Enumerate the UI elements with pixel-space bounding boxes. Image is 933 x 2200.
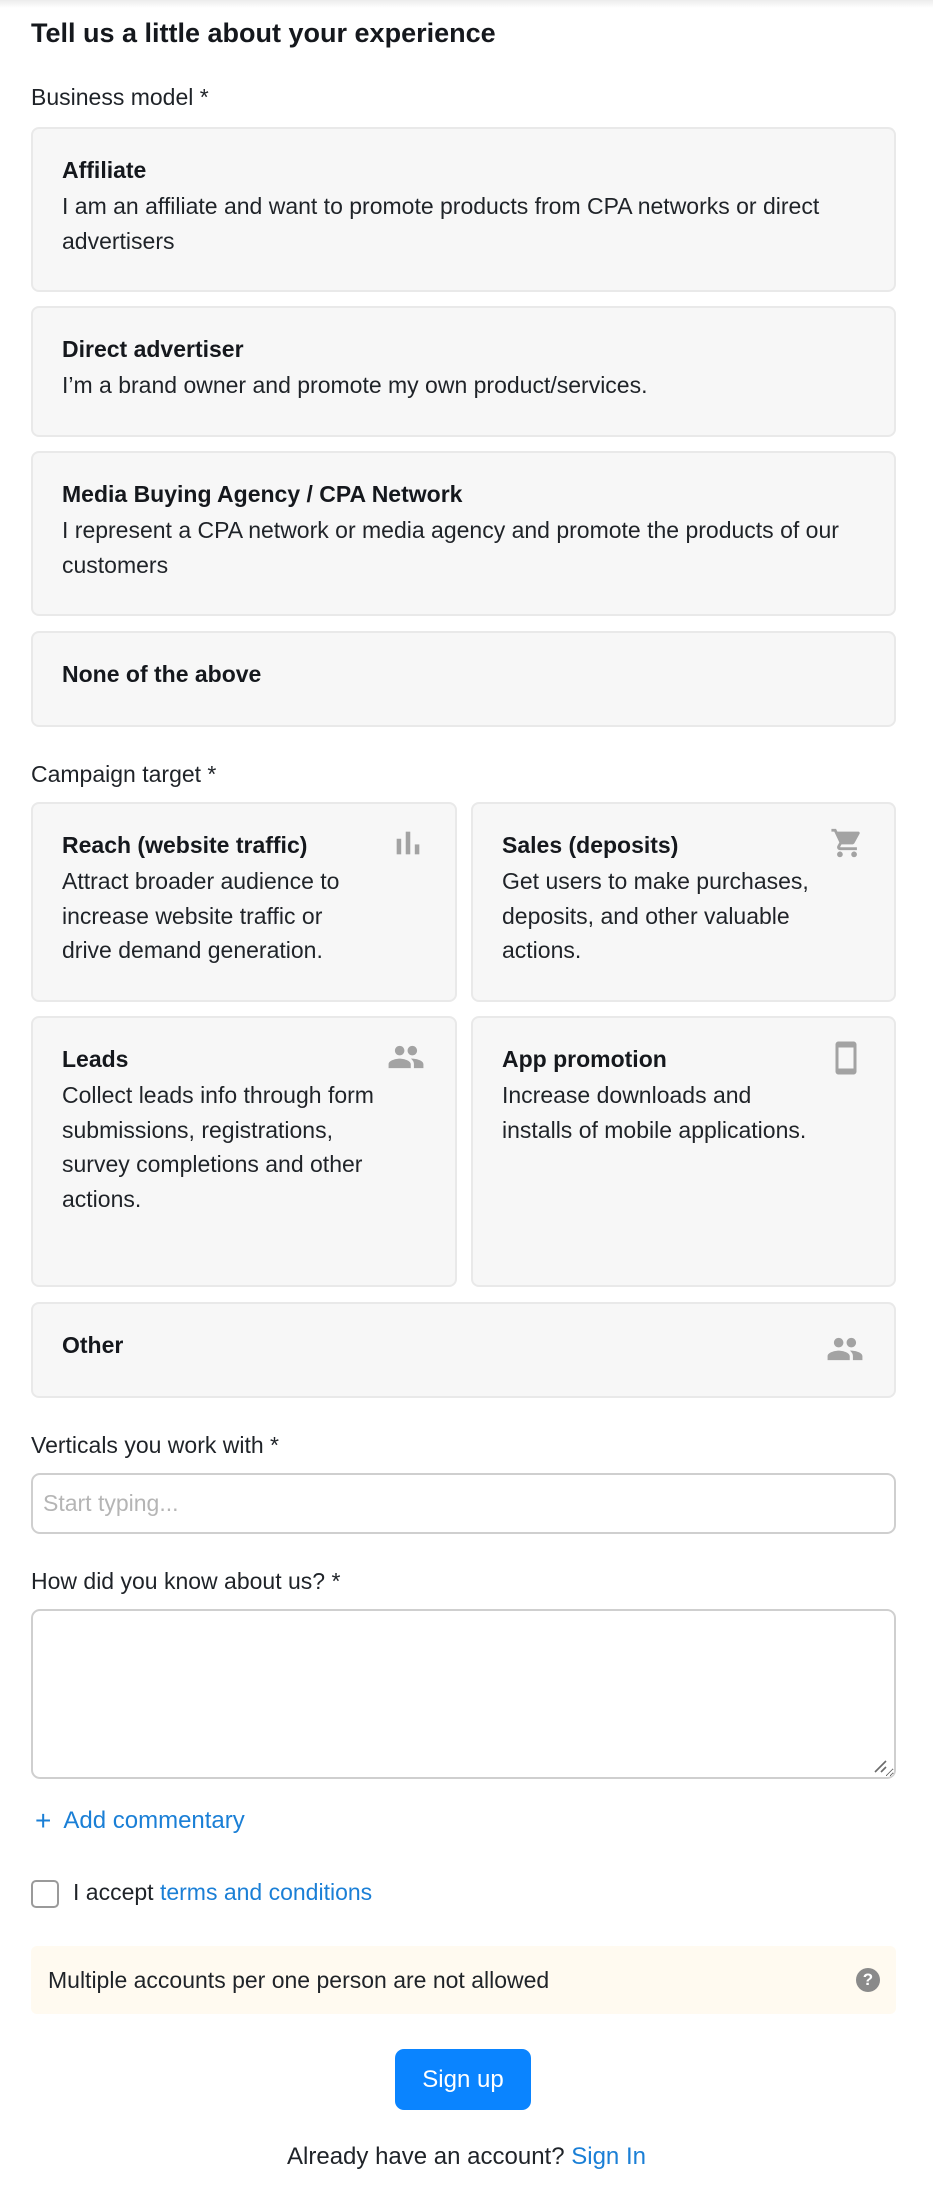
business-model-label: Business model * [31,84,209,110]
option-title: Sales (deposits) [502,832,679,858]
referral-textarea[interactable] [31,1609,896,1779]
verticals-label: Verticals you work with * [31,1432,279,1458]
business-model-option-direct-advertiser[interactable] [31,306,896,437]
option-description: Increase downloads and installs of mobile applications. [502,1082,807,1143]
option-title: Reach (website traffic) [62,832,308,858]
campaign-target-option-reach[interactable] [31,802,457,1002]
terms-link[interactable]: terms and conditions [159,1879,373,1905]
option-title: Media Buying Agency / CPA Network [62,481,463,507]
add-commentary-link[interactable] [35,1807,245,1835]
plus-icon: + [35,1805,52,1836]
business-model-option-media-buying-agency[interactable] [31,451,896,616]
business-model-option-affiliate[interactable] [31,127,896,292]
terms-text [73,1879,372,1906]
sign-in-prompt [0,2143,933,2171]
campaign-target-option-sales[interactable] [471,802,896,1002]
sign-up-button[interactable]: Sign up [395,2049,531,2110]
option-title: App promotion [502,1046,667,1072]
option-title: Direct advertiser [62,336,244,362]
people-icon [387,1038,425,1076]
option-title: Other [62,1332,124,1358]
terms-checkbox[interactable] [31,1880,59,1908]
option-description: I represent a CPA network or media agency and promote the products of our customers [62,517,839,578]
option-description: I am an affiliate and want to promote products from CPA networks or direct advertisers [62,193,820,254]
cart-icon [830,826,864,860]
campaign-target-label: Campaign target * [31,761,217,787]
terms-prefix: I accept [73,1879,160,1905]
option-description: I’m a brand owner and promote my own product/services. [62,372,648,398]
option-title: Affiliate [62,157,147,183]
option-title: Leads [62,1046,129,1072]
sign-in-prefix: Already have an account? [287,2143,572,2170]
top-shadow [0,0,933,8]
resize-handle-icon[interactable] [872,1758,888,1774]
page-title: Tell us a little about your experience [31,18,496,48]
help-icon[interactable]: ? [856,1968,880,1992]
option-description: Get users to make purchases, deposits, and other valuable actions. [502,868,809,963]
campaign-target-option-leads[interactable] [31,1016,457,1287]
sign-in-link[interactable]: Sign In [571,2143,646,2170]
people-icon [826,1330,864,1368]
campaign-target-option-other[interactable] [31,1302,896,1398]
campaign-target-option-app-promotion[interactable] [471,1016,896,1287]
option-description: Collect leads info through form submissions, registrations, survey completions and other actions. [62,1082,374,1212]
add-commentary-label: Add commentary [63,1807,245,1834]
referral-label: How did you know about us? * [31,1568,341,1594]
option-title: None of the above [62,661,262,687]
verticals-input[interactable] [31,1473,896,1534]
bar-chart-icon [391,826,425,860]
multiple-accounts-notice [31,1946,896,2014]
option-description: Attract broader audience to increase website traffic or drive demand generation. [62,868,340,963]
business-model-option-none[interactable] [31,631,896,727]
smartphone-icon [828,1038,864,1078]
notice-text: Multiple accounts per one person are not allowed [48,1966,550,1993]
